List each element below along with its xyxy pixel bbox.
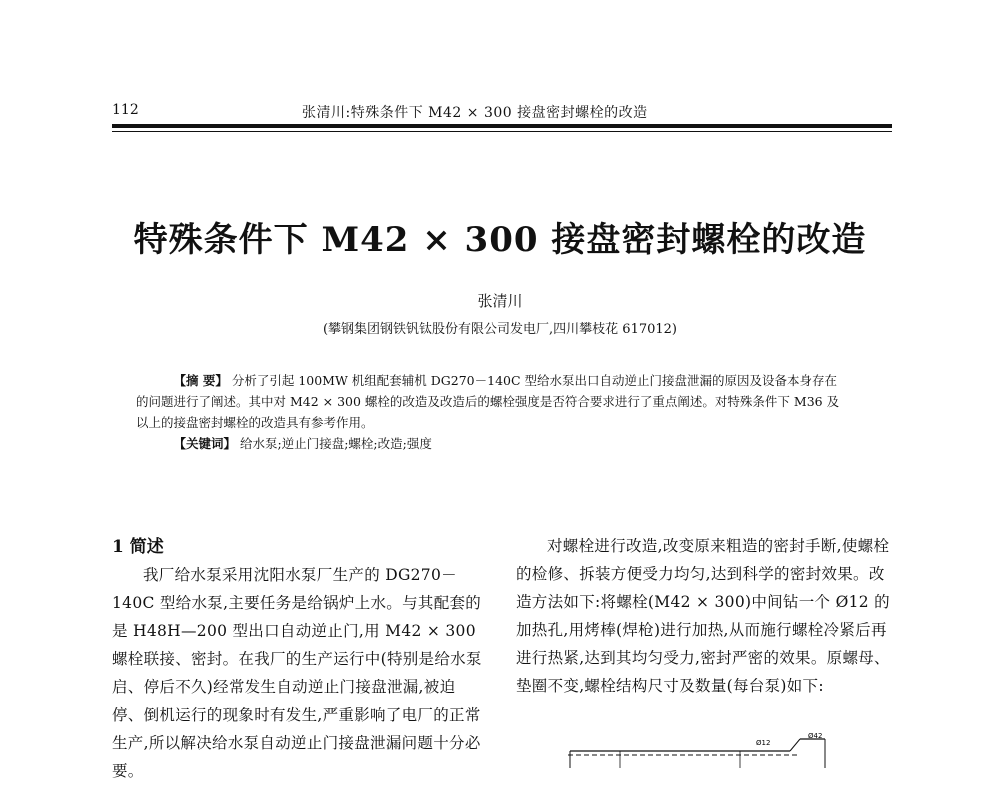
- abstract-label: 【摘 要】: [173, 373, 228, 388]
- figure-label-2: Ø12: [756, 739, 771, 747]
- keywords-text: 给水泵;逆止门接盘;螺栓;改造;强度: [240, 436, 432, 451]
- keywords-paragraph: [136, 433, 846, 454]
- article-title: 特殊条件下 M42 × 300 接盘密封螺栓的改造: [133, 220, 867, 260]
- abstract-block: [136, 370, 846, 454]
- abstract-paragraph: [136, 370, 846, 433]
- figure-label-1: Ø42: [808, 733, 823, 740]
- header-rule-thin: [112, 131, 892, 132]
- header-rule-thick: [112, 124, 892, 128]
- running-title: 张清川:特殊条件下 M42 × 300 接盘密封螺栓的改造: [302, 105, 648, 121]
- bolt-drawing: [560, 733, 850, 768]
- page-number: 112: [112, 102, 139, 118]
- author-affiliation: (攀钢集团钢铁钒钛股份有限公司发电厂,四川攀枝花 617012): [322, 322, 678, 337]
- left-column: [112, 561, 484, 785]
- right-column: [516, 532, 894, 700]
- keywords-label: 【关键词】: [173, 436, 237, 451]
- running-header: [112, 102, 892, 122]
- section-paragraph: 我厂给水泵采用沈阳水泵厂生产的 DG270－140C 型给水泵,主要任务是给锅炉上水。与其配套的是 H48H—200 型出口自动逆止门,用 M42 × 300 螺栓联接、密封。在我厂的生产运行中(特别是给水泵启、停后不久)经常发生自动逆止门接盘泄漏,被迫停、倒机运行的现象时有发生,严重影响了电厂的正常生产,所以解决给水泵自动逆止门接盘泄漏问题十分必要。: [112, 566, 482, 780]
- right-paragraph: 对螺栓进行改造,改变原来粗造的密封手断,使螺栓的检修、拆装方便受力均匀,达到科学的密封效果。改造方法如下:将螺栓(M42 × 300)中间钻一个 Ø12 的加热孔,用烤棒(焊枪)进行加热,从而施行螺栓冷紧后再进行热紧,达到其均匀受力,密封严密的效果。原螺母、垫圈不变,螺栓结构尺寸及数量(每台泵)如下:: [516, 537, 890, 695]
- abstract-text: 分析了引起 100MW 机组配套辅机 DG270－140C 型给水泵出口自动逆止门接盘泄漏的原因及设备本身存在的问题进行了阐述。其中对 M42 × 300 螺栓的改造及改造后的螺栓强度是否符合要求进行了重点阐述。对特殊条件下 M36 及以上的接盘密封螺栓的改造具有参考作用。: [136, 373, 840, 430]
- author-name: 张清川: [477, 292, 523, 310]
- section-heading: 1 简述: [112, 537, 164, 557]
